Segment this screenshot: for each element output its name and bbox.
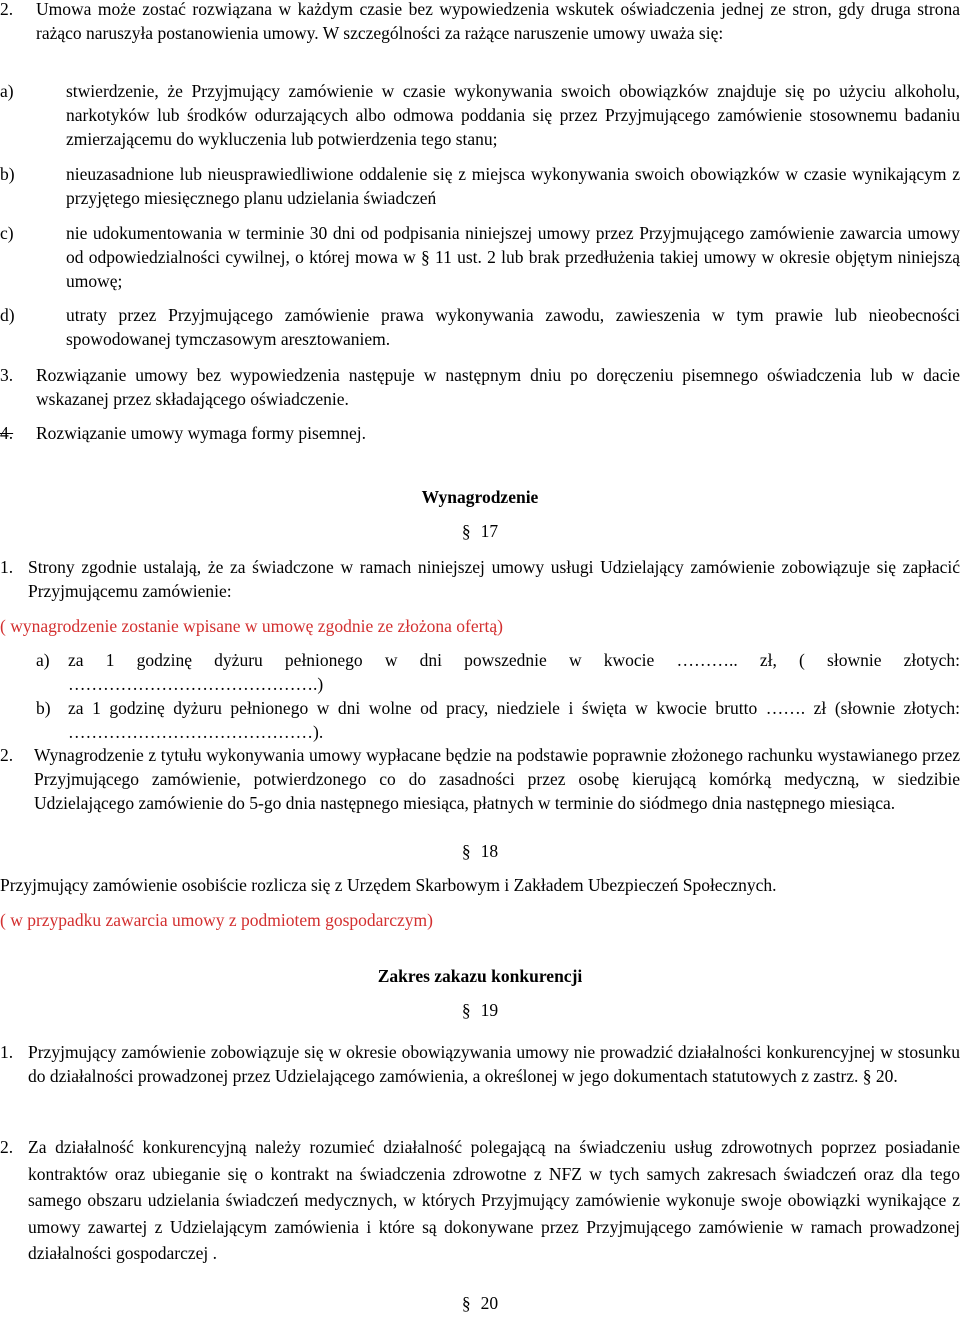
item-text: nie udokumentowania w terminie 30 dni od podpisania niniejszej umowy przez Przyjmującego zamówienie zawarcia umowy od odpowiedzialności cywilnej, o której mowa w § 11 ust. 2 lub brak przedłużenia takiej umowy w okresie objętym niniejszą umowę; (66, 223, 960, 291)
remuneration-rate-b (0, 696, 960, 744)
tax-settlement-text: Przyjmujący zamówienie osobiście rozlicza się z Urzędem Skarbowym i Zakładem Ubezpieczeń Społecznych. (0, 875, 777, 895)
item-label: d) (0, 305, 15, 325)
item-label: a) (36, 650, 50, 670)
item-label: 2. (0, 745, 14, 765)
paragraph-number-17 (0, 519, 960, 543)
breach-item-b (0, 162, 960, 210)
paragraph-number: 17 (480, 521, 499, 541)
paragraph-number-18 (0, 839, 960, 863)
paragraph-number-19 (0, 998, 960, 1022)
item-text: za 1 godzinę dyżuru pełnionego w dni powszednie w kwocie ……….. zł, ( słownie złotych: …………………………………….) (68, 650, 960, 694)
item-text: Za działalność konkurencyjną należy rozumieć działalność polegającą na świadczeniu usług zdrowotnych poprzez posiadanie kontraktów oraz ubieganie się o kontrakt na świadczenia zdrowotne z NFZ w tych samych zakresach świadczeń oraz dla tego samego obszaru udzielania świadczeń medycznych, w których Przyjmujący zamówienie wykonuje swoje obowiązki wynikające z umowy zawartej z Udzielającym zamówienia i które są dokonywane przez Przyjmującego zamówienie w ramach prowadzonej działalności gospodarczej . (28, 1137, 960, 1263)
competition-item-1 (0, 1040, 960, 1088)
section-symbol: § (461, 521, 471, 541)
item-label: b) (0, 164, 15, 184)
item-label: c) (0, 223, 14, 243)
item-text: Rozwiązanie umowy bez wypowiedzenia następuje w następnym dniu po doręczeniu pisemnego oświadczenia lub w dacie wskazanej przez składającego oświadczenie. (36, 365, 960, 409)
item-label: 3. (0, 365, 14, 385)
item-text: utraty przez Przyjmującego zamówienie prawa wykonywania zawodu, zawieszenia w tym prawie lub nieobecności spowodowanej tymczasowym aresztowaniem. (66, 305, 960, 349)
remuneration-item-1 (0, 555, 960, 603)
competition-item-2 (0, 1134, 960, 1267)
paragraph-number-20 (0, 1291, 960, 1315)
termination-item-2 (0, 0, 960, 45)
item-label: 4. (0, 423, 14, 443)
tax-settlement-note: ( w przypadku zawarcia umowy z podmiotem gospodarczym) (0, 910, 433, 930)
item-text: Strony zgodnie ustalają, że za świadczone w ramach niniejszej umowy usługi Udzielający zamówienie zobowiązuje się zapłacić Przyjmującemu zamówienie: (28, 557, 960, 601)
paragraph-number: 18 (480, 841, 499, 861)
item-label: a) (0, 81, 14, 101)
item-label: 2. (0, 1137, 14, 1157)
item-label: 1. (0, 557, 14, 577)
remuneration-item-2 (0, 743, 960, 815)
paragraph-number: 19 (480, 1000, 499, 1020)
item-text: Przyjmujący zamówienie zobowiązuje się w okresie obowiązywania umowy nie prowadzić działalności konkurencyjnej w stosunku do działalności prowadzonej przez Udzielającego zamówienia, a określonej w jego dokumentach statutowych z zastrz. § 20. (28, 1042, 960, 1086)
breach-item-a (0, 79, 960, 151)
section-symbol: § (461, 1000, 471, 1020)
remuneration-rate-a (0, 648, 960, 696)
breach-item-d (0, 303, 960, 351)
section-symbol: § (461, 841, 471, 861)
termination-item-3 (0, 363, 960, 411)
item-text: Rozwiązanie umowy wymaga formy pisemnej. (36, 423, 366, 443)
item-label: b) (36, 698, 51, 718)
item-text: Wynagrodzenie z tytułu wykonywania umowy wypłacane będzie na podstawie poprawnie złożonego rachunku wystawianego przez Przyjmującego zamówienie, potwierdzonego co do zasadności przez osobę kierującą komórką medyczną, w siedzibie Udzielającego zamówienie do 5-go dnia następnego miesiąca, płatnych w terminie do siódmego dnia następnego miesiąca. (34, 745, 960, 813)
item-label: 2. (0, 0, 14, 19)
termination-item-4 (0, 421, 960, 445)
item-text: Umowa może zostać rozwiązana w każdym czasie bez wypowiedzenia wskutek oświadczenia jednej ze stron, gdy druga strona rażąco naruszyła postanowienia umowy. W szczególności za rażące naruszenie umowy uważa się: (36, 0, 960, 43)
item-text: stwierdzenie, że Przyjmujący zamówienie w czasie wykonywania swoich obowiązków znajduje się po użyciu alkoholu, narkotyków lub środków odurzających albo odmowa poddania się przez Przyjmującego zamówienie stosownemu badaniu zmierzającemu do wykluczenia lub potwierdzenia tego stanu; (66, 81, 960, 149)
section-symbol: § (461, 1293, 471, 1313)
remuneration-note: ( wynagrodzenie zostanie wpisane w umowę zgodnie ze złożona ofertą) (0, 616, 503, 636)
breach-item-c (0, 221, 960, 293)
item-label: 1. (0, 1042, 14, 1062)
paragraph-number: 20 (480, 1293, 499, 1313)
section-heading-wynagrodzenie: Wynagrodzenie (421, 487, 539, 507)
item-text: nieuzasadnione lub nieusprawiedliwione oddalenie się z miejsca wykonywania swoich obowiązków w czasie wynikającym z przyjętego miesięcznego planu udzielania świadczeń (66, 164, 960, 208)
section-heading-konkurencja: Zakres zakazu konkurencji (377, 966, 583, 986)
item-text: za 1 godzinę dyżuru pełnionego w dni wolne od pracy, niedziele i święta w kwocie brutto ……. zł (słownie złotych: ……………………………………). (68, 698, 960, 742)
